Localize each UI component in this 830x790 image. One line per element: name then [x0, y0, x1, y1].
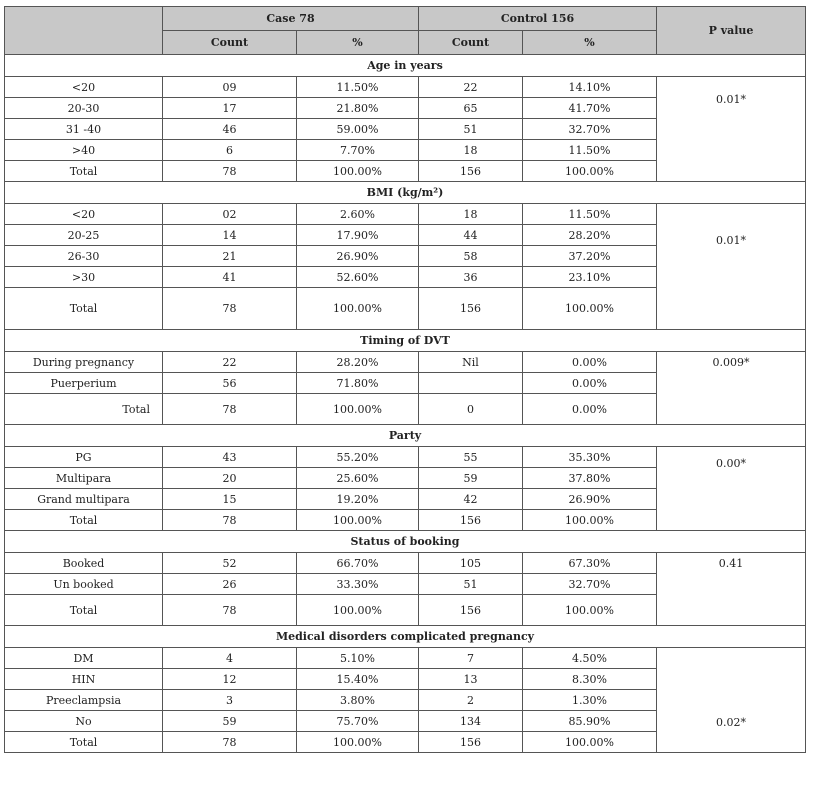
- control-count: 18: [419, 204, 523, 225]
- control-percent: 1.30%: [523, 690, 657, 711]
- control-count: 156: [419, 732, 523, 753]
- section-header-booking: [5, 531, 806, 553]
- header-p-value: P value: [657, 7, 806, 55]
- p-value-text: 0.00*: [716, 457, 746, 470]
- control-count: 156: [419, 288, 523, 330]
- control-count: 51: [419, 574, 523, 595]
- case-percent: 100.00%: [297, 510, 419, 531]
- case-count: 12: [163, 669, 297, 690]
- section-header-party: [5, 425, 806, 447]
- control-count: 0: [419, 394, 523, 425]
- control-percent: 37.80%: [523, 468, 657, 489]
- control-percent: 100.00%: [523, 510, 657, 531]
- control-percent: 0.00%: [523, 373, 657, 394]
- control-count: Nil: [419, 352, 523, 373]
- case-count: 78: [163, 510, 297, 531]
- case-count: 22: [163, 352, 297, 373]
- p-value: [657, 648, 806, 753]
- case-percent: 66.70%: [297, 553, 419, 574]
- control-percent: 100.00%: [523, 288, 657, 330]
- case-count: 26: [163, 574, 297, 595]
- table-row: [5, 447, 806, 468]
- table-row: [5, 204, 806, 225]
- case-count: 4: [163, 648, 297, 669]
- row-label: Preeclampsia: [5, 690, 163, 711]
- case-count: 43: [163, 447, 297, 468]
- case-count: 20: [163, 468, 297, 489]
- section-header-age: [5, 55, 806, 77]
- header-blank-cell: [5, 7, 163, 55]
- control-percent: 35.30%: [523, 447, 657, 468]
- case-percent: 59.00%: [297, 119, 419, 140]
- control-count: 156: [419, 161, 523, 182]
- table-row: [5, 648, 806, 669]
- control-count: 42: [419, 489, 523, 510]
- case-percent: 17.90%: [297, 225, 419, 246]
- case-percent: 55.20%: [297, 447, 419, 468]
- control-percent: 0.00%: [523, 394, 657, 425]
- control-count: 44: [419, 225, 523, 246]
- case-percent: 100.00%: [297, 595, 419, 626]
- control-count: 18: [419, 140, 523, 161]
- p-value: [657, 204, 806, 330]
- case-percent: 100.00%: [297, 161, 419, 182]
- row-label: 20-30: [5, 98, 163, 119]
- control-percent: 67.30%: [523, 553, 657, 574]
- case-count: 46: [163, 119, 297, 140]
- row-label: Total: [5, 288, 163, 330]
- p-value-text: 0.01*: [716, 234, 746, 247]
- case-percent: 7.70%: [297, 140, 419, 161]
- control-count: 13: [419, 669, 523, 690]
- case-count: 02: [163, 204, 297, 225]
- section-title: Party: [5, 425, 806, 447]
- control-percent: 14.10%: [523, 77, 657, 98]
- control-percent: 11.50%: [523, 204, 657, 225]
- row-label: 20-25: [5, 225, 163, 246]
- case-count: 78: [163, 595, 297, 626]
- control-percent: 100.00%: [523, 595, 657, 626]
- header-case-count: Count: [163, 31, 297, 55]
- case-percent: 26.90%: [297, 246, 419, 267]
- row-label: PG: [5, 447, 163, 468]
- control-percent: 32.70%: [523, 574, 657, 595]
- case-count: 59: [163, 711, 297, 732]
- row-label: Total: [5, 161, 163, 182]
- p-value-text: 0.41: [718, 557, 744, 570]
- case-count: 6: [163, 140, 297, 161]
- control-count: 156: [419, 510, 523, 531]
- control-count: 36: [419, 267, 523, 288]
- row-label: Grand multipara: [5, 489, 163, 510]
- control-percent: 26.90%: [523, 489, 657, 510]
- control-count: [419, 373, 523, 394]
- header-case-pct: %: [297, 31, 419, 55]
- control-percent: 41.70%: [523, 98, 657, 119]
- row-label: Total: [5, 510, 163, 531]
- control-count: 105: [419, 553, 523, 574]
- table-row: [5, 553, 806, 574]
- section-title: Medical disorders complicated pregnancy: [5, 626, 806, 648]
- case-count: 78: [163, 161, 297, 182]
- p-value: [657, 553, 806, 626]
- case-percent: 28.20%: [297, 352, 419, 373]
- section-header-bmi: [5, 182, 806, 204]
- control-percent: 28.20%: [523, 225, 657, 246]
- control-count: 51: [419, 119, 523, 140]
- control-percent: 100.00%: [523, 161, 657, 182]
- control-count: 55: [419, 447, 523, 468]
- row-label: 31 -40: [5, 119, 163, 140]
- section-title: BMI (kg/m²): [5, 182, 806, 204]
- control-percent: 85.90%: [523, 711, 657, 732]
- table-row: [5, 352, 806, 373]
- case-count: 78: [163, 732, 297, 753]
- case-percent: 33.30%: [297, 574, 419, 595]
- control-percent: 23.10%: [523, 267, 657, 288]
- section-title: Status of booking: [5, 531, 806, 553]
- case-count: 14: [163, 225, 297, 246]
- case-count: 41: [163, 267, 297, 288]
- p-value-text: 0.01*: [716, 93, 746, 106]
- case-percent: 100.00%: [297, 288, 419, 330]
- row-label: >40: [5, 140, 163, 161]
- control-percent: 32.70%: [523, 119, 657, 140]
- case-percent: 19.20%: [297, 489, 419, 510]
- case-count: 21: [163, 246, 297, 267]
- p-value: [657, 77, 806, 182]
- section-header-medical: [5, 626, 806, 648]
- control-count: 134: [419, 711, 523, 732]
- case-percent: 100.00%: [297, 732, 419, 753]
- header-row-groups: [5, 7, 806, 31]
- control-percent: 4.50%: [523, 648, 657, 669]
- case-percent: 52.60%: [297, 267, 419, 288]
- control-percent: 37.20%: [523, 246, 657, 267]
- case-percent: 21.80%: [297, 98, 419, 119]
- row-label: Total: [5, 595, 163, 626]
- case-percent: 25.60%: [297, 468, 419, 489]
- row-label: 26-30: [5, 246, 163, 267]
- control-count: 2: [419, 690, 523, 711]
- row-label: <20: [5, 77, 163, 98]
- case-percent: 75.70%: [297, 711, 419, 732]
- case-percent: 15.40%: [297, 669, 419, 690]
- row-label: Booked: [5, 553, 163, 574]
- header-control-pct: %: [523, 31, 657, 55]
- case-percent: 71.80%: [297, 373, 419, 394]
- header-control: Control 156: [419, 7, 657, 31]
- case-count: 3: [163, 690, 297, 711]
- case-percent: 2.60%: [297, 204, 419, 225]
- row-label: Puerperium: [5, 373, 163, 394]
- header-control-count: Count: [419, 31, 523, 55]
- control-percent: 100.00%: [523, 732, 657, 753]
- control-count: 7: [419, 648, 523, 669]
- row-label: HIN: [5, 669, 163, 690]
- case-count: 15: [163, 489, 297, 510]
- control-percent: 8.30%: [523, 669, 657, 690]
- case-percent: 100.00%: [297, 394, 419, 425]
- case-count: 09: [163, 77, 297, 98]
- case-percent: 11.50%: [297, 77, 419, 98]
- section-title: Timing of DVT: [5, 330, 806, 352]
- row-label: Un booked: [5, 574, 163, 595]
- case-percent: 5.10%: [297, 648, 419, 669]
- section-title: Age in years: [5, 55, 806, 77]
- control-count: 58: [419, 246, 523, 267]
- control-percent: 11.50%: [523, 140, 657, 161]
- p-value-text: 0.009*: [712, 356, 750, 369]
- row-label: >30: [5, 267, 163, 288]
- case-count: 52: [163, 553, 297, 574]
- case-count: 17: [163, 98, 297, 119]
- control-count: 59: [419, 468, 523, 489]
- row-label: Multipara: [5, 468, 163, 489]
- control-count: 65: [419, 98, 523, 119]
- row-label: During pregnancy: [5, 352, 163, 373]
- table-row: [5, 77, 806, 98]
- case-count: 56: [163, 373, 297, 394]
- row-label: DM: [5, 648, 163, 669]
- p-value: [657, 352, 806, 425]
- row-label: No: [5, 711, 163, 732]
- section-header-dvt: [5, 330, 806, 352]
- p-value: [657, 447, 806, 531]
- case-count: 78: [163, 394, 297, 425]
- p-value-text: 0.02*: [716, 715, 746, 729]
- case-percent: 3.80%: [297, 690, 419, 711]
- control-count: 156: [419, 595, 523, 626]
- control-count: 22: [419, 77, 523, 98]
- case-count: 78: [163, 288, 297, 330]
- header-case: Case 78: [163, 7, 419, 31]
- comparison-table: [4, 6, 806, 753]
- row-label: <20: [5, 204, 163, 225]
- row-label: Total: [5, 732, 163, 753]
- control-percent: 0.00%: [523, 352, 657, 373]
- row-label: Total: [5, 394, 163, 425]
